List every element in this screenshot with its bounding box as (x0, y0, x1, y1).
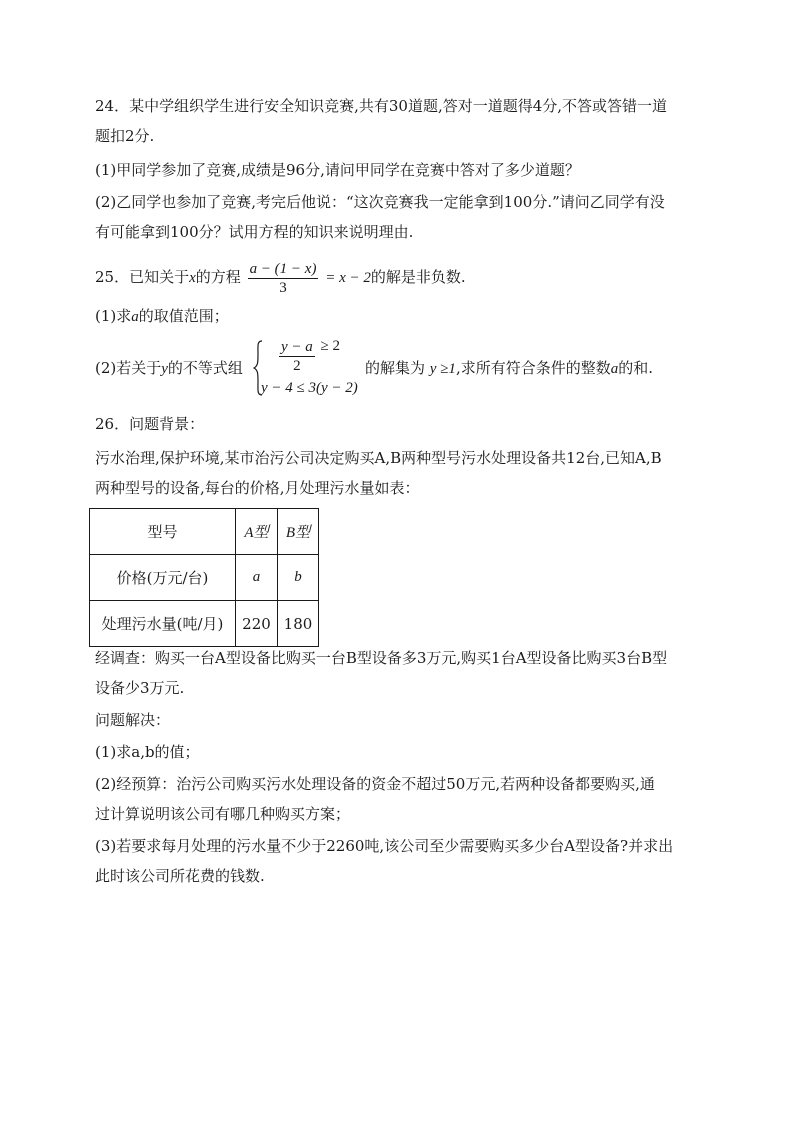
q25-inequality-1-rhs: ≥ 2 (320, 337, 341, 354)
q25-part-2-tail-b: ,求所有符合条件的整数 (455, 359, 611, 377)
table-cell: 220 (236, 601, 278, 647)
q25-intro (95, 258, 466, 297)
q25-part-2-tail-a: 的解集为 (365, 359, 426, 377)
q26-survey-line-2: 设备少3万元. (95, 679, 185, 697)
q24-part-2-line-1: (2)乙同学也参加了竞赛,考完后他说：“这次竞赛我一定能拿到100分.”请问乙同学有没 (95, 193, 665, 211)
q25-inequality-2: y − 4 ≤ 3(y − 2) (261, 380, 358, 396)
q25-fraction-numerator: a − (1 − x) (249, 260, 317, 277)
q25-inequality-1 (277, 338, 340, 375)
q25-var-a-2: a (610, 361, 619, 377)
q26-part-3-line-1: (3)若要求每月处理的污水量不少于2260吨,该公司至少需要购买多少台A型设备?并求出 (95, 837, 674, 855)
table-cell: b (278, 555, 319, 601)
q25-part-2-tail-c: 的和. (618, 359, 653, 377)
q25-var-x: x (189, 270, 196, 286)
q25-intro-b: 的方程 (195, 268, 241, 286)
q26-part-3-line-2: 此时该公司所花费的钱数. (95, 867, 265, 885)
q25-inequality-1-fraction (279, 338, 315, 375)
q26-survey-line-1: 经调查：购买一台A型设备比购买一台B型设备多3万元,购买1台A型设备比购买3台B型 (95, 649, 668, 667)
q25-intro-a: 25．已知关于 (95, 268, 190, 286)
q24-part-2-line-2: 有可能拿到100分？试用方程的知识来说明理由. (95, 223, 414, 241)
table-cell: 型号 (90, 509, 236, 555)
q25-inequality-1-denominator: 2 (293, 358, 301, 374)
table-cell: A型 (236, 509, 278, 555)
table-row (90, 555, 319, 601)
table-cell: 处理污水量(吨/月) (90, 601, 236, 647)
q24-line-2: 题扣2分. (95, 127, 155, 145)
q24-line-1: 24．某中学组织学生进行安全知识竞赛,共有30道题,答对一道题得4分,不答或答错一道 (95, 97, 668, 115)
q25-part-2 (95, 338, 735, 400)
q26-title: 26．问题背景： (95, 415, 205, 433)
equipment-spec-table (89, 508, 319, 647)
q25-var-a: a (131, 309, 139, 325)
q26-background-line-1: 污水治理,保护环境,某市治污公司决定购买A,B两种型号污水处理设备共12台,已知A,B (95, 449, 662, 467)
q26-solve-title: 问题解决： (95, 711, 171, 729)
q26-background-line-2: 两种型号的设备,每台的价格,月处理污水量如表： (95, 479, 420, 497)
q25-equation-fraction (248, 260, 319, 297)
table-cell: 180 (278, 601, 319, 647)
q25-intro-c: 的解是非负数. (370, 268, 466, 286)
q25-inequality-1-numerator: y − a (281, 339, 313, 355)
q25-part-2-label (95, 358, 243, 379)
q25-part-2-label-b: 的不等式组 (167, 359, 243, 377)
q24-part-1: (1)甲同学参加了竞赛,成绩是96分,请问甲同学在竞赛中答对了多少道题？ (95, 161, 580, 179)
q25-part-1-b: 的取值范围； (138, 307, 229, 325)
q25-equation-rhs: = x − 2 (325, 270, 371, 286)
table-row (90, 601, 319, 647)
q25-part-1 (95, 306, 229, 327)
q25-part-2-tail (365, 358, 653, 379)
q25-fraction-denominator: 3 (279, 279, 287, 296)
q25-part-2-label-a: (2)若关于 (95, 359, 162, 377)
q26-part-1: (1)求a,b的值； (95, 743, 200, 761)
table-cell: 价格(万元/台) (90, 555, 236, 601)
q25-var-y: y (161, 361, 168, 377)
table-row (90, 509, 319, 555)
q26-part-2-line-1: (2)经预算：治污公司购买污水处理设备的资金不超过50万元,若两种设备都要购买,通 (95, 775, 655, 793)
table-cell: B型 (278, 509, 319, 555)
q26-part-2-line-2: 过计算说明该公司有哪几种购买方案； (95, 805, 351, 823)
q25-part-1-a: (1)求 (95, 307, 132, 325)
q25-solution-condition: y ≥1 (429, 361, 456, 377)
table-cell: a (236, 555, 278, 601)
